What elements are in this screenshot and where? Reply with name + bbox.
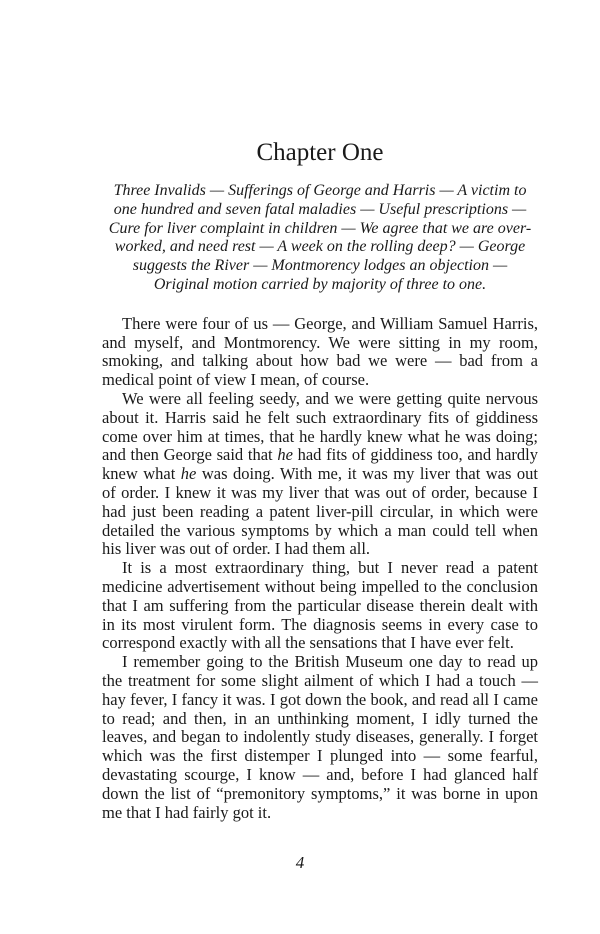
emphasis-text: he <box>180 464 197 484</box>
page-number: 4 <box>295 853 305 872</box>
body-text <box>102 315 538 823</box>
body-paragraph <box>102 653 538 822</box>
paragraph-text: We were all feeling seedy, and we were getting quite nervous about it. Harris said he felt such extraordinary fits of giddiness come over him at times, that he hardly knew what he was doing; and then George said that <box>102 388 538 465</box>
paragraph-text: had fits of giddiness too, and hardly knew what <box>102 445 538 484</box>
book-page <box>102 138 538 822</box>
body-paragraph <box>102 315 538 390</box>
body-paragraph <box>102 390 538 559</box>
paragraph-text: It is a most extraordinary thing, but I never read a patent medicine advertisement without being impelled to the conclusion that I am suffering from the particular disease therein dealt with in its most virulent form. The diagnosis seems in every case to correspond exactly with all the sensations that I have ever felt. <box>102 558 538 653</box>
chapter-synopsis: Three Invalids — Sufferings of George and Harris — A victim to one hundred and seven fatal maladies — Useful prescriptions — Cure for liver complaint in children — We agree that we are over-worked, and need rest — A week on the rolling deep? — George suggests the River — Montmorency lodges an objection — Original motion carried by majority of three to one. <box>108 182 532 293</box>
paragraph-text: I remember going to the British Museum one day to read up the treatment for some slight ailment of which I had a touch — hay fever, I fancy it was. I got down the book, and read all I came to read; and then, in an unthinking moment, I idly turned the leaves, and began to indolently study diseases, generally. I forget which was the first distemper I plunged into — some fearful, devastating scourge, I know — and, before I had glanced half down the list of “premonitory symptoms,” it was borne in upon me that I had fairly got it. <box>102 652 538 822</box>
chapter-title: Chapter One <box>256 139 384 166</box>
body-paragraph <box>102 559 538 653</box>
emphasis-text: he <box>277 445 293 465</box>
paragraph-text: There were four of us — George, and William Samuel Harris, and myself, and Montmorency. We were sitting in my room, smoking, and talking about how bad we were — bad from a medical point of view I mean, of course. <box>102 313 538 390</box>
paragraph-text: was doing. With me, it was my liver that was out of order. I knew it was my liver that was out of order, because I had just been reading a patent liver-pill circular, in which were detailed the various symptoms by which a man could tell when his liver was out of order. I had them all. <box>102 464 538 559</box>
